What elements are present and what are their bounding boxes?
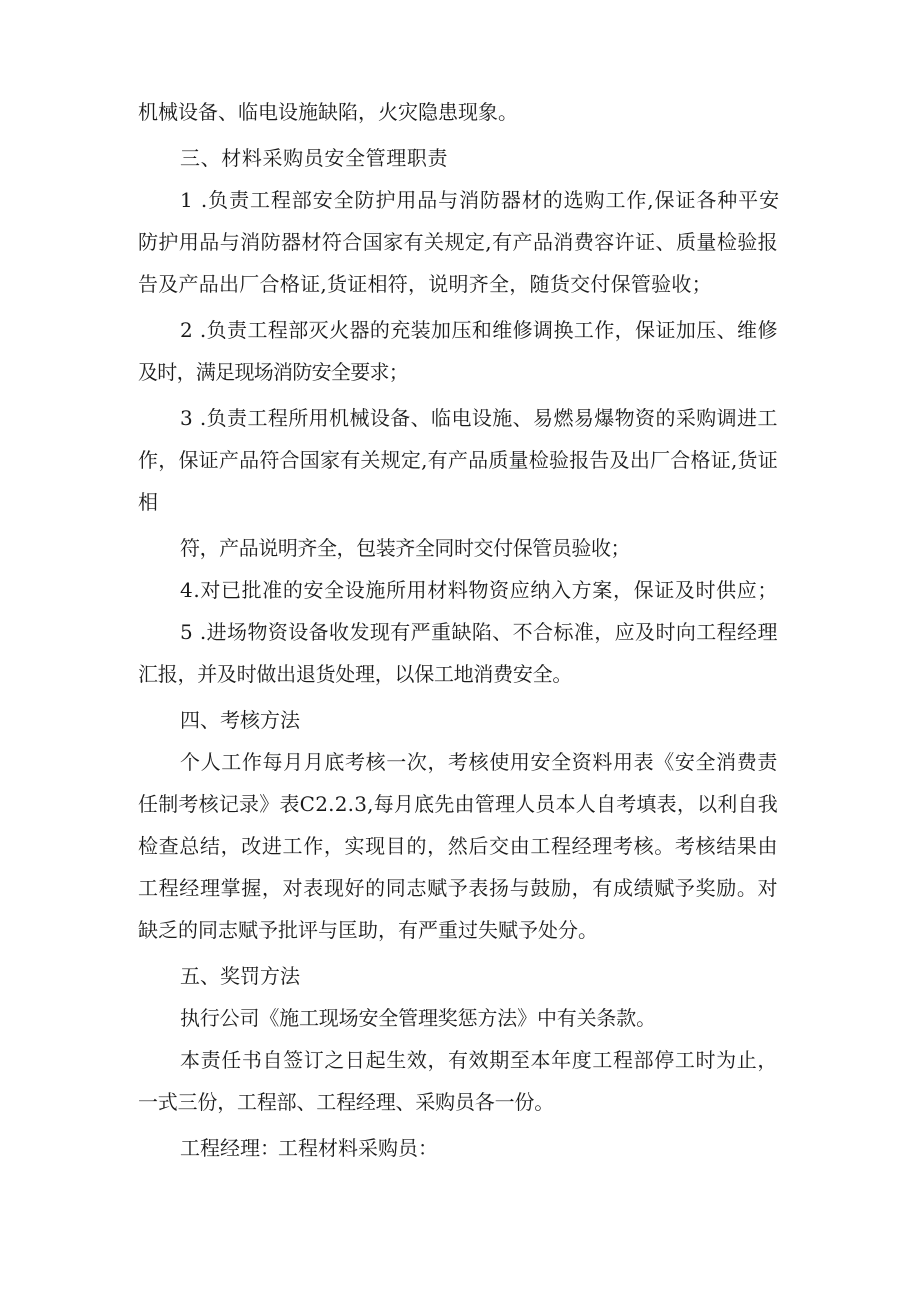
text-line: 一式三份，工程部、工程经理、采购员各一份。 bbox=[138, 1090, 555, 1114]
text-line: 汇报，并及时做出退货处理，以保工地消费安全。 bbox=[138, 662, 573, 686]
text-line: 及时，满足现场消防安全要求； bbox=[138, 360, 409, 384]
text-line: 符，产品说明齐全，包装齐全同时交付保管员验收； bbox=[180, 536, 631, 560]
text-line: 5 .进场物资设备收发现有严重缺陷、不合标准，应及时向工程经理 bbox=[180, 620, 778, 644]
section-heading: 三、材料采购员安全管理职责 bbox=[180, 146, 449, 170]
manager-signature-label: 工程经理： bbox=[180, 1136, 280, 1160]
section-heading: 四、考核方法 bbox=[180, 708, 300, 732]
text-line: 个人工作每月月底考核一次，考核使用安全资料用表《安全消费责 bbox=[180, 750, 778, 774]
text-line: 任制考核记录》表C2.2.3,每月底先由管理人员本人自考填表，以利自我 bbox=[138, 792, 778, 816]
text-line: 2 .负责工程部灭火器的充装加压和维修调换工作，保证加压、维修 bbox=[180, 318, 778, 342]
text-line: 工程经理掌握，对表现好的同志赋予表扬与鼓励，有成绩赋予奖励。对 bbox=[138, 876, 779, 900]
text-line: 告及产品出厂合格证,货证相符，说明齐全，随货交付保管验收； bbox=[138, 272, 712, 296]
text-line: 执行公司《施工现场安全管理奖惩方法》中有关条款。 bbox=[180, 1006, 656, 1030]
text-line: 本责任书自签订之日起生效，有效期至本年度工程部停工时为止， bbox=[180, 1048, 778, 1072]
text-line: 机械设备、临电设施缺陷，火灾隐患现象。 bbox=[138, 100, 518, 124]
text-line: 4.对已批准的安全设施所用材料物资应纳入方案，保证及时供应； bbox=[180, 578, 778, 602]
section-heading: 五、奖罚方法 bbox=[180, 964, 300, 988]
text-line: 作，保证产品符合国家有关规定,有产品质量检验报告及出厂合格证,货证 bbox=[138, 448, 778, 472]
text-line: 防护用品与消防器材符合国家有关规定,有产品消费容许证、质量检验报 bbox=[138, 230, 779, 254]
text-line: 相 bbox=[138, 490, 158, 514]
text-line: 1 .负责工程部安全防护用品与消防器材的选购工作,保证各种平安 bbox=[180, 188, 781, 212]
text-line: 检查总结，改进工作，实现目的，然后交由工程经理考核。考核结果由 bbox=[138, 834, 779, 858]
purchaser-signature-label: 工程材料采购员： bbox=[278, 1136, 438, 1160]
text-line: 缺乏的同志赋予批评与匡助，有严重过失赋予处分。 bbox=[138, 918, 598, 942]
text-line: 3 .负责工程所用机械设备、临电设施、易燃易爆物资的采购调进工 bbox=[180, 406, 778, 430]
